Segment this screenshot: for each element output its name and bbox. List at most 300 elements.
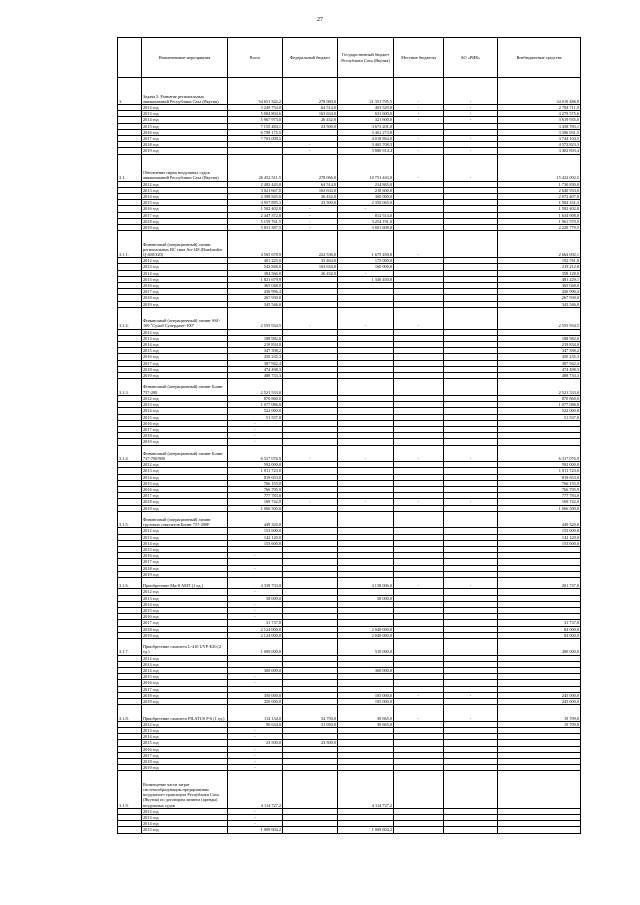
row-cell: 7 155 484,1: [228, 123, 283, 129]
row-name: 2017 год: [142, 686, 228, 692]
row-cell: -: [283, 212, 338, 218]
row-cell: -: [444, 105, 498, 111]
row-cell: 105 000,0: [338, 698, 394, 704]
row-name: 2016 год: [142, 420, 228, 426]
row-cell: 163 634,0: [283, 264, 338, 270]
row-name: 2017 год: [142, 289, 228, 295]
row-cell: 5 831 387,5: [228, 225, 283, 231]
row-cell: -: [444, 692, 498, 698]
row-cell: 3 402 693,4: [498, 148, 581, 154]
row-cell: -: [394, 307, 444, 329]
row-name: 2016 год: [142, 553, 228, 559]
row-name: 2012 год: [142, 258, 228, 264]
row-cell: [444, 827, 498, 833]
row-cell: 2 521 533,0: [228, 379, 283, 396]
table-row-section: [118, 771, 581, 808]
row-cell: -: [338, 270, 394, 276]
row-cell: [498, 827, 581, 833]
row-name: Финансовый (операционный) лизинг SSJ-100 "Сухой Суперджет-100": [142, 307, 228, 329]
row-cell: -: [228, 808, 283, 814]
row-cell: [394, 511, 444, 528]
row-name: 2016 год: [142, 746, 228, 752]
row-cell: -: [394, 148, 444, 154]
row-cell: [444, 638, 498, 655]
row-cell: 51 537,0: [228, 414, 283, 420]
row-name: Приобретение самолета PILATUS P-6 (1 ед.): [142, 705, 228, 722]
row-cell: 31 050,0: [283, 721, 338, 727]
row-cell: -: [394, 445, 444, 462]
row-cell: 90 634,0: [228, 721, 283, 727]
row-cell: -: [394, 705, 444, 722]
header-state-budget: Государственный бюджет Республики Саха (Якутия): [338, 38, 394, 78]
row-cell: 870 860,0: [498, 395, 581, 401]
row-name: 2019 год: [142, 632, 228, 638]
row-code: 3.1.7.: [118, 638, 142, 655]
row-name: 2015 год: [142, 480, 228, 486]
row-cell: 365 048,0: [498, 283, 581, 289]
row-cell: 522 060,0: [228, 408, 283, 414]
row-cell: 300 000,0: [338, 194, 394, 200]
row-name: 2013 год: [142, 264, 228, 270]
table-row-section: [118, 231, 581, 258]
row-cell: 5 159 761,5: [228, 218, 283, 224]
row-cell: 54 651 342,2: [228, 78, 283, 105]
row-cell: [283, 577, 338, 588]
row-cell: -: [228, 420, 283, 426]
row-cell: -: [444, 705, 498, 722]
row-cell: 3 254 191,0: [338, 218, 394, 224]
row-cell: -: [283, 206, 338, 212]
row-cell: -: [394, 78, 444, 105]
header-name: Наименование мероприятия: [142, 38, 228, 78]
row-cell: 1 582 402,8: [228, 206, 283, 212]
table-row: [118, 827, 581, 833]
row-name: 2012 год: [142, 721, 228, 727]
row-cell: 819 653,0: [498, 474, 581, 480]
row-cell: 2 398 845,0: [228, 194, 283, 200]
table-row-section: [118, 78, 581, 105]
row-cell: 592 000,0: [228, 462, 283, 468]
row-name: 2012 год: [142, 528, 228, 534]
row-code: 3.1.9.: [118, 771, 142, 808]
row-name: 2013 год: [142, 595, 228, 601]
row-cell: 2 492 443,0: [228, 181, 283, 187]
row-name: Финансовый (операционный) лизинг региональных ВС типа Ан-148 (Bombardier Q-400/320): [142, 231, 228, 258]
row-name: 2017 год: [142, 212, 228, 218]
row-cell: 23 500,0: [283, 123, 338, 129]
row-cell: 153 600,0: [498, 540, 581, 546]
row-cell: 2 447 372,8: [228, 212, 283, 218]
row-cell: 2 350 065,0: [338, 200, 394, 206]
row-cell: 26 432,0: [283, 194, 338, 200]
row-cell: 3 465 708,3: [338, 142, 394, 148]
row-cell: 3 744 104,5: [498, 136, 581, 142]
row-cell: 4 565 678,9: [228, 231, 283, 258]
row-cell: 1 730 830,0: [498, 181, 581, 187]
row-cell: 350 000,0: [228, 698, 283, 704]
row-cell: 153 600,0: [228, 540, 283, 546]
row-cell: [394, 771, 444, 808]
row-cell: 84 000,0: [498, 626, 581, 632]
row-cell: 4 339 733,0: [228, 577, 283, 588]
header-code: [118, 38, 142, 78]
row-cell: 347 398,2: [498, 348, 581, 354]
row-name: 2013 год: [142, 727, 228, 733]
row-cell: 300 000,0: [338, 667, 394, 673]
row-cell: 1 340 450,8: [338, 276, 394, 282]
row-cell: [283, 827, 338, 833]
row-name: 2016 год: [142, 206, 228, 212]
row-name: 2017 год: [142, 620, 228, 626]
table-header-row: [118, 38, 581, 78]
row-name: 2016 год: [142, 283, 228, 289]
row-name: 2015 год: [142, 546, 228, 552]
row-cell: 436 996,4: [228, 289, 283, 295]
row-cell: -: [228, 734, 283, 740]
row-name: 2012 год: [142, 655, 228, 661]
row-name: 2018 год: [142, 295, 228, 301]
row-cell: 2 555 934,5: [228, 307, 283, 329]
row-cell: [444, 307, 498, 329]
row-name: 2014 год: [142, 270, 228, 276]
row-cell: 4 138 006,0: [338, 577, 394, 588]
row-cell: -: [394, 111, 444, 117]
row-cell: 1 077 086,0: [228, 402, 283, 408]
row-cell: 490 000,0: [498, 638, 581, 655]
row-cell: 142 120,0: [228, 534, 283, 540]
row-cell: 3 021 667,0: [228, 187, 283, 193]
row-cell: 1 066 500,0: [228, 505, 283, 511]
row-name: 2012 год: [142, 395, 228, 401]
row-cell: 2 664 692,1: [498, 231, 581, 258]
row-cell: 819 653,0: [228, 474, 283, 480]
row-cell: -: [228, 815, 283, 821]
row-name: 2014 год: [142, 734, 228, 740]
row-cell: 4 018 864,0: [338, 136, 394, 142]
row-cell: 401 225,0: [228, 258, 283, 264]
table-row-section: [118, 307, 581, 329]
row-name: 2012 год: [142, 329, 228, 335]
row-name: 2016 год: [142, 354, 228, 360]
row-cell: [283, 638, 338, 655]
row-cell: 21 351 795,5: [338, 78, 394, 105]
header-rik: АО «РИК»: [444, 38, 498, 78]
row-cell: -: [444, 117, 498, 123]
row-name: 2013 год: [142, 468, 228, 474]
row-name: 2014 год: [142, 474, 228, 480]
row-cell: 142 120,0: [498, 534, 581, 540]
row-cell: 384 566,0: [228, 270, 283, 276]
row-name: 2016 год: [142, 614, 228, 620]
row-name: 2018 год: [142, 142, 228, 148]
row-cell: -: [228, 433, 283, 439]
row-cell: 1 675 450,8: [338, 231, 394, 258]
row-cell: 387 942,4: [228, 360, 283, 366]
row-cell: -: [394, 231, 444, 258]
row-cell: 34 019 486,8: [498, 78, 581, 105]
table-row-section: [118, 379, 581, 396]
row-cell: [498, 771, 581, 808]
row-cell: 1 009 604,2: [228, 827, 283, 833]
row-cell: 1 011 723,0: [498, 468, 581, 474]
row-name: 2013 год: [142, 187, 228, 193]
row-name: 2019 год: [142, 505, 228, 511]
row-cell: 218 600,0: [338, 187, 394, 193]
header-local: Местные бюджеты: [394, 38, 444, 78]
row-cell: 449 320,0: [228, 511, 283, 528]
row-name: 2015 год: [142, 200, 228, 206]
row-cell: 188 982,0: [498, 335, 581, 341]
row-name: 2014 год: [142, 117, 228, 123]
row-cell: [394, 379, 444, 396]
row-name: 2014 год: [142, 194, 228, 200]
header-extra: Внебюджетные средства: [498, 38, 581, 78]
row-cell: -: [228, 759, 283, 765]
row-name: 2014 год: [142, 601, 228, 607]
row-cell: 23 500,0: [283, 200, 338, 206]
row-cell: 163 634,0: [283, 111, 338, 117]
row-name: 2013 год: [142, 335, 228, 341]
row-name: Задача 5. Развитие региональных авиакомпаний Республики Саха (Якутия): [142, 78, 228, 105]
row-cell: -: [394, 499, 444, 505]
row-cell: 23 500,0: [283, 740, 338, 746]
row-cell: 33 464,0: [283, 258, 338, 264]
row-cell: -: [228, 426, 283, 432]
row-name: 2012 год: [142, 589, 228, 595]
row-cell: 4 572 823,3: [498, 142, 581, 148]
row-name: 2017 год: [142, 136, 228, 142]
row-cell: 26 432,0: [283, 270, 338, 276]
row-cell: 192 761,0: [498, 258, 581, 264]
row-name: 2015 год: [142, 348, 228, 354]
header-federal: Федеральный бюджет: [283, 38, 338, 78]
row-cell: 474 498,3: [498, 366, 581, 372]
row-name: 2013 год: [142, 534, 228, 540]
row-cell: -: [394, 154, 444, 181]
row-name: 2019 год: [142, 148, 228, 154]
row-cell: 84 000,0: [498, 632, 581, 638]
row-cell: 766 155,0: [228, 480, 283, 486]
row-cell: 449 320,0: [498, 511, 581, 528]
row-name: 2012 год: [142, 808, 228, 814]
row-name: 2017 год: [142, 559, 228, 565]
row-cell: 1 077 086,0: [498, 402, 581, 408]
row-cell: 2 040 000,0: [338, 632, 394, 638]
row-cell: -: [228, 565, 283, 571]
row-code: 3.1.: [118, 154, 142, 181]
row-cell: 300 000,0: [228, 667, 283, 673]
row-cell: 450 235,3: [228, 354, 283, 360]
row-cell: 26 432,0: [283, 117, 338, 123]
row-cell: 51 537,0: [498, 414, 581, 420]
row-name: Обновление парка воздушных судов авиакомпаний Республики Саха (Якутия): [142, 154, 228, 181]
row-cell: -: [444, 499, 498, 505]
row-cell: -: [394, 117, 444, 123]
row-cell: 3 249 754,0: [228, 105, 283, 111]
row-cell: 54 750,0: [283, 705, 338, 722]
row-cell: [338, 511, 394, 528]
row-name: 2013 год: [142, 661, 228, 667]
row-cell: 345 546,0: [498, 301, 581, 307]
row-cell: -: [228, 680, 283, 686]
row-cell: 31 737,0: [498, 620, 581, 626]
row-cell: -: [338, 307, 394, 329]
row-cell: 169 742,0: [228, 499, 283, 505]
row-cell: 278 060,0: [283, 78, 338, 105]
row-cell: -: [283, 142, 338, 148]
row-cell: 188 982,0: [228, 335, 283, 341]
row-name: 2015 год: [142, 414, 228, 420]
row-name: 2015 год: [142, 607, 228, 613]
row-name: 2015 год: [142, 123, 228, 129]
row-name: 2015 год: [142, 740, 228, 746]
row-cell: [283, 511, 338, 528]
table-row-section: [118, 445, 581, 462]
row-name: 2018 год: [142, 565, 228, 571]
row-cell: 450 235,3: [498, 354, 581, 360]
row-name: 2019 год: [142, 698, 228, 704]
row-code: 3.1.6.: [118, 577, 142, 588]
row-name: 2016 год: [142, 680, 228, 686]
row-cell: 3 396 931,5: [498, 129, 581, 135]
row-cell: -: [444, 154, 498, 181]
row-cell: 15 422 002,5: [498, 154, 581, 181]
row-cell: 321 600,0: [338, 117, 394, 123]
row-name: 2018 год: [142, 218, 228, 224]
row-cell: 1 000 000,0: [228, 638, 283, 655]
row-name: 2019 год: [142, 301, 228, 307]
row-cell: -: [394, 136, 444, 142]
row-cell: 4 114 727,2: [338, 771, 394, 808]
row-cell: 245 000,0: [498, 692, 581, 698]
row-code: 3.1.1.: [118, 231, 142, 258]
row-cell: 631 600,0: [338, 111, 394, 117]
row-cell: 474 498,3: [228, 366, 283, 372]
row-cell: 3 458 783,1: [498, 123, 581, 129]
row-cell: 4 279 575,6: [498, 111, 581, 117]
row-name: 2013 год: [142, 402, 228, 408]
row-cell: -: [394, 692, 444, 698]
row-cell: 488 733,3: [228, 373, 283, 379]
row-cell: -: [228, 614, 283, 620]
row-name: 2018 год: [142, 433, 228, 439]
row-name: 2018 год: [142, 692, 228, 698]
row-name: 2015 год: [142, 276, 228, 282]
row-cell: 2 229 779,5: [498, 225, 581, 231]
row-cell: 403 529,0: [338, 105, 394, 111]
row-cell: 542 846,0: [228, 264, 283, 270]
row-cell: [394, 638, 444, 655]
row-name: 2016 год: [142, 486, 228, 492]
row-cell: 345 546,0: [228, 301, 283, 307]
row-cell: 870 860,0: [228, 395, 283, 401]
row-cell: -: [228, 553, 283, 559]
row-name: 2015 год: [142, 674, 228, 680]
row-code: 3.1.3.: [118, 379, 142, 396]
row-cell: 4 114 727,2: [228, 771, 283, 808]
row-cell: 114 134,0: [228, 705, 283, 722]
row-cell: 2 521 533,0: [498, 379, 581, 396]
table-row-section: [118, 638, 581, 655]
row-cell: 777 783,0: [498, 493, 581, 499]
row-name: 2013 год: [142, 111, 228, 117]
row-cell: 387 942,4: [498, 360, 581, 366]
table-row-section: [118, 511, 581, 528]
row-cell: 64 514,0: [283, 181, 338, 187]
row-code: 3.: [118, 78, 142, 105]
row-cell: 219 834,0: [228, 342, 283, 348]
row-cell: -: [444, 136, 498, 142]
row-code: 3.1.5.: [118, 511, 142, 528]
row-cell: -: [228, 607, 283, 613]
row-cell: -: [444, 78, 498, 105]
row-cell: [394, 827, 444, 833]
row-cell: 278 066,0: [283, 154, 338, 181]
financing-table: [117, 37, 581, 834]
table-row-section: [118, 577, 581, 588]
header-total: Всего: [228, 38, 283, 78]
row-cell: 1 634 908,8: [498, 212, 581, 218]
row-cell: -: [338, 206, 394, 212]
row-cell: 3 886 914,4: [338, 148, 394, 154]
row-cell: 105 000,0: [338, 692, 394, 698]
row-cell: 592 000,0: [498, 462, 581, 468]
row-name: Возмещение части затрат системообразующим предприятиям воздушного транспорта Республики Саха (Якутия) по договорам лизинга (аренды) воздушных судов: [142, 771, 228, 808]
row-name: 2018 год: [142, 759, 228, 765]
row-name: 2014 год: [142, 408, 228, 414]
row-cell: 39 665,0: [338, 721, 394, 727]
row-name: 2019 год: [142, 373, 228, 379]
row-cell: 2 555 934,5: [498, 307, 581, 329]
row-cell: -: [228, 746, 283, 752]
row-cell: 766 795,9: [228, 486, 283, 492]
row-cell: 1 066 500,0: [498, 505, 581, 511]
row-cell: 267 930,0: [228, 295, 283, 301]
row-cell: 3 619 935,0: [498, 117, 581, 123]
row-cell: -: [444, 111, 498, 117]
table-body: [118, 78, 581, 834]
row-name: 2019 год: [142, 571, 228, 577]
row-name: 2017 год: [142, 426, 228, 432]
row-cell: 31 737,0: [228, 620, 283, 626]
row-cell: -: [444, 577, 498, 588]
row-name: 2017 год: [142, 493, 228, 499]
row-cell: 58 000,0: [228, 595, 283, 601]
row-cell: -: [228, 727, 283, 733]
row-cell: 1 961 570,5: [498, 218, 581, 224]
row-cell: -: [338, 445, 394, 462]
row-cell: -: [228, 674, 283, 680]
row-cell: 777 783,0: [228, 493, 283, 499]
row-code: 3.1.2.: [118, 307, 142, 329]
row-name: Приобретение Ми-8 АМТ (1 ед.): [142, 577, 228, 588]
row-cell: -: [283, 307, 338, 329]
row-cell: [283, 771, 338, 808]
row-cell: 2 784 711,0: [498, 105, 581, 111]
row-cell: 347 398,2: [228, 348, 283, 354]
row-cell: -: [283, 148, 338, 154]
row-cell: 358 128,0: [498, 270, 581, 276]
row-cell: -: [338, 499, 394, 505]
row-name: 2018 год: [142, 499, 228, 505]
row-cell: 436 996,4: [498, 289, 581, 295]
row-cell: 1 584 331,3: [498, 200, 581, 206]
row-cell: 5 084 804,6: [228, 111, 283, 117]
row-cell: 201 737,0: [498, 577, 581, 588]
row-cell: 169 742,0: [498, 499, 581, 505]
row-cell: 812 514,0: [338, 212, 394, 218]
row-cell: -: [228, 765, 283, 771]
